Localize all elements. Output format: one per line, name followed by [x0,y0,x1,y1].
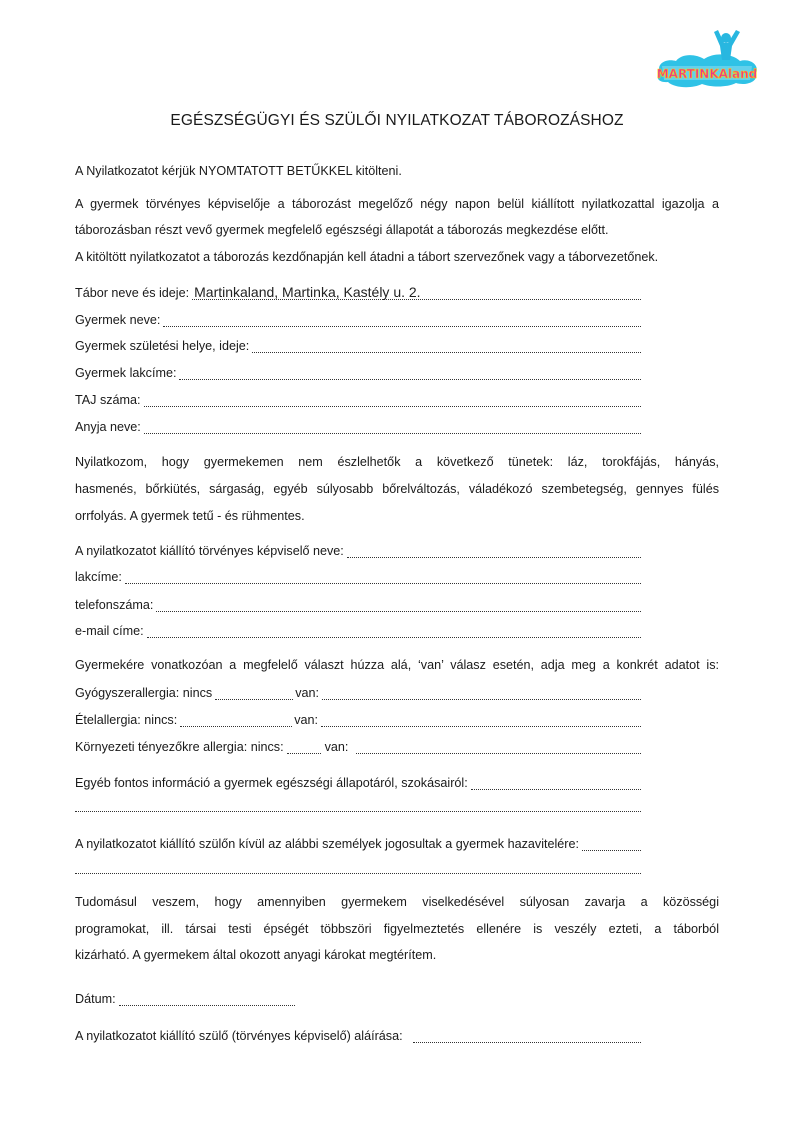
child-address-input[interactable] [179,367,641,380]
health-line-3: orrfolyás. A gyermek tetű - és rühmentes. [75,509,305,523]
food-allergy-none-input[interactable] [180,714,292,727]
date-input[interactable] [119,993,295,1006]
guardian-phone-input[interactable] [156,599,641,612]
drug-allergy-none-input[interactable] [215,687,293,700]
pickup-line-2[interactable] [75,861,641,874]
mother-label: Anyja neve: [75,420,141,434]
drug-allergy-field[interactable] [75,684,641,700]
guardian-email-field[interactable] [75,622,641,638]
camp-field[interactable] [75,284,641,300]
env-allergy-van-input[interactable] [356,741,641,754]
guardian-address-input[interactable] [125,571,641,584]
env-allergy-van-label: van: [324,740,349,754]
date-label: Dátum: [75,992,116,1006]
drug-allergy-label: Gyógyszerallergia: nincs [75,686,213,700]
signature-input[interactable] [413,1030,641,1043]
signature-field[interactable] [75,1027,641,1043]
guardian-email-input[interactable] [147,625,641,638]
intro-line-3: A kitöltött nyilatkozatot a táborozás kezdőnapján kell átadni a tábort szervezőnek vagy a táborvezetőnek. [75,250,659,264]
martinkaland-logo [652,28,762,94]
instruction-text: A Nyilatkozatot kérjük NYOMTATOTT BETŰKKEL kitölteni. [75,164,402,178]
page-title: EGÉSZSÉGÜGYI ÉS SZÜLŐI NYILATKOZAT TÁBOROZÁSHOZ [170,112,624,129]
allergy-intro: Gyermekére vonatkozóan a megfelelő választ húzza alá, ‘van’ válasz esetén, adja meg a konkrét adatot is: [75,658,719,672]
other-info-line-2[interactable] [75,799,641,812]
birth-field[interactable] [75,337,641,353]
guardian-address-field[interactable] [75,568,641,584]
ack-line-3: kizárható. A gyermekem által okozott anyagi károkat megtérítem. [75,948,437,962]
child-name-input[interactable] [163,314,641,327]
intro-line-2: táborozásban részt vevő gyermek megfelelő egészségi állapotát a táborozás megkezdése előtt. [75,223,609,237]
pickup-input[interactable] [582,838,641,851]
camp-value: Martinkaland, Martinka, Kastély u. 2. [194,284,421,300]
pickup-label: A nyilatkozatot kiállító szülőn kívül az alábbi személyek jogosultak a gyermek hazavitelére: [75,837,580,851]
drug-allergy-van-label: van: [295,686,320,700]
env-allergy-field[interactable] [75,738,641,754]
guardian-name-input[interactable] [347,545,641,558]
health-line-1: Nyilatkozom, hogy gyermekemen nem észlelhetők a következő tünetek: láz, torokfájás, hányás, [75,455,719,469]
signature-label: A nyilatkozatot kiállító szülő (törvényes képviselő) aláírása: [75,1029,403,1043]
taj-label: TAJ száma: [75,393,141,407]
guardian-phone-label: telefonszáma: [75,598,154,612]
pickup-field[interactable] [75,835,641,851]
birth-label: Gyermek születési helye, ideje: [75,339,250,353]
guardian-name-field[interactable] [75,542,641,558]
child-address-field[interactable] [75,364,641,380]
logo-text: MARTINKAland [656,67,758,81]
guardian-phone-field[interactable] [75,596,641,612]
other-info-input[interactable] [471,777,641,790]
guardian-address-label: lakcíme: [75,570,122,584]
birth-input[interactable] [252,340,641,353]
guardian-email-label: e-mail címe: [75,624,144,638]
food-allergy-label: Ételallergia: nincs: [75,713,178,727]
intro-line-1: A gyermek törvényes képviselője a táborozást megelőző négy napon belül kiállított nyilatkozattal igazolja a [75,197,719,211]
drug-allergy-van-input[interactable] [322,687,641,700]
other-info-label: Egyéb fontos információ a gyermek egészségi állapotáról, szokásairól: [75,776,468,790]
health-line-2: hasmenés, bőrkiütés, sárgaság, egyéb súlyosabb bőrelváltozás, váladékozó szembetegség, gennyes fülés [75,482,719,496]
food-allergy-van-label: van: [294,713,319,727]
child-name-label: Gyermek neve: [75,313,161,327]
mother-field[interactable] [75,418,641,434]
mother-input[interactable] [144,421,641,434]
guardian-name-label: A nyilatkozatot kiállító törvényes képviselő neve: [75,544,344,558]
food-allergy-field[interactable] [75,711,641,727]
food-allergy-van-input[interactable] [321,714,641,727]
env-allergy-none-input[interactable] [287,741,321,754]
ack-line-2: programokat, ill. társai testi épségét többszöri figyelmeztetés ellenére is veszély ezteti, a táborból [75,922,719,936]
other-info-field[interactable] [75,774,641,790]
child-address-label: Gyermek lakcíme: [75,366,177,380]
child-name-field[interactable] [75,311,641,327]
taj-field[interactable] [75,391,641,407]
env-allergy-label: Környezeti tényezőkre allergia: nincs: [75,740,284,754]
ack-line-1: Tudomásul veszem, hogy amennyiben gyermekem viselkedésével súlyosan zavarja a közösségi [75,895,719,909]
taj-input[interactable] [144,394,641,407]
date-field[interactable] [75,990,295,1006]
camp-input[interactable] [192,284,641,300]
camp-label: Tábor neve és ideje: [75,286,190,300]
